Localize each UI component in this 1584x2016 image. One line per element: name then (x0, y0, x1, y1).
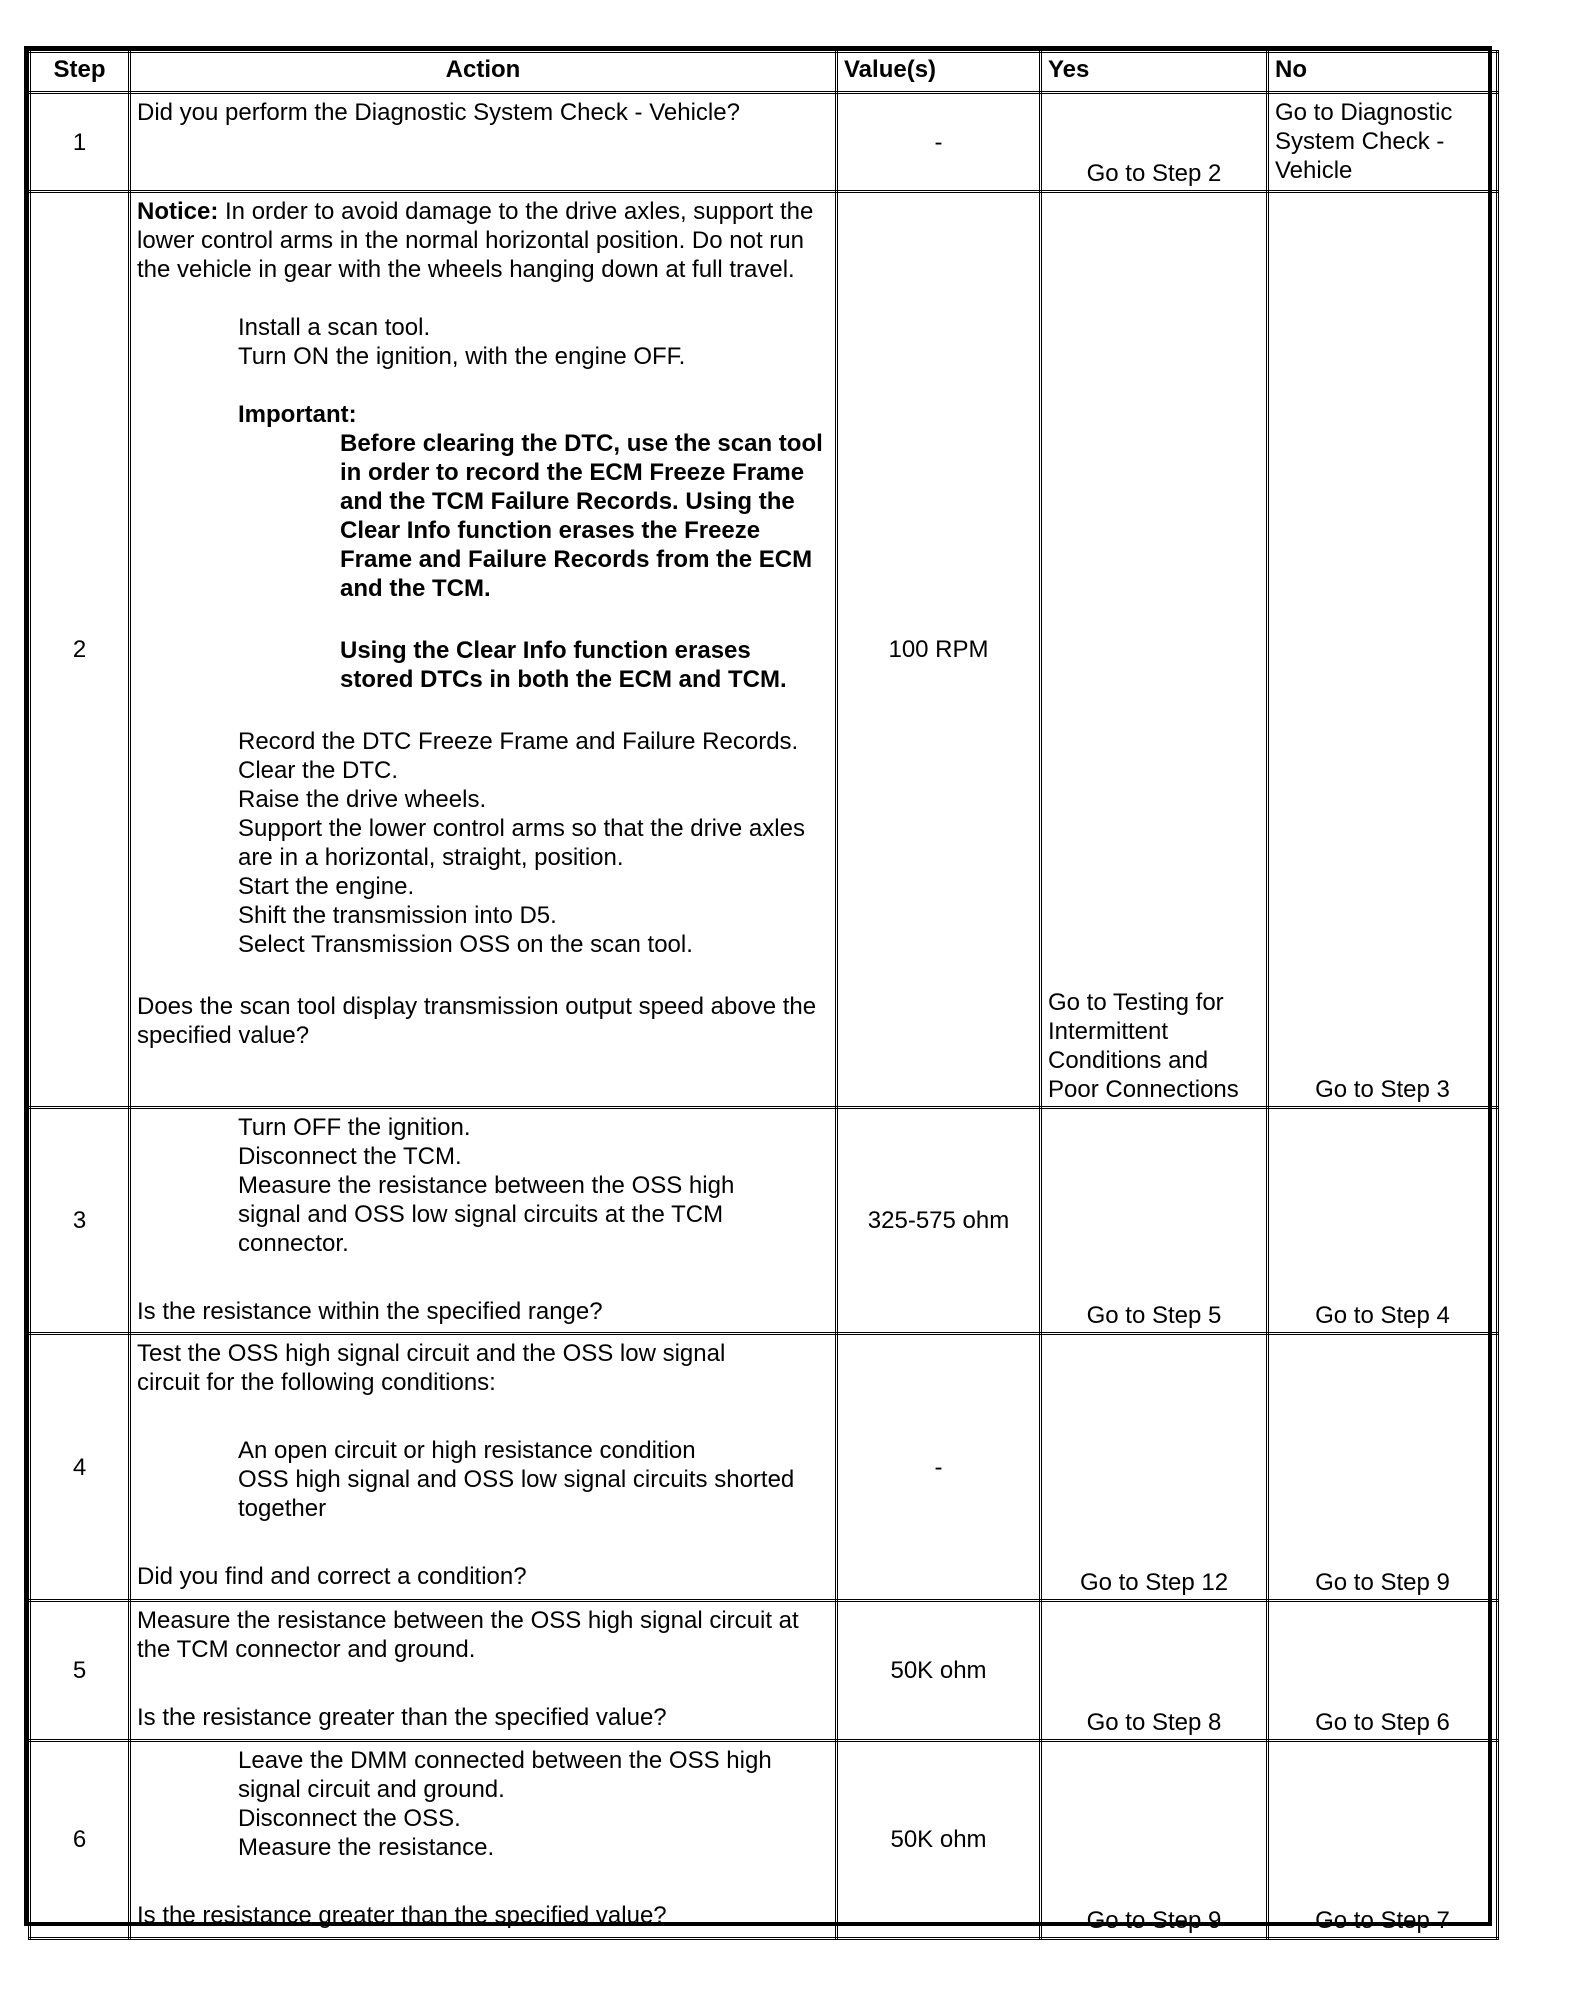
step-line: An open circuit or high resistance condition (238, 1437, 696, 1464)
notice-label: Notice: (137, 198, 219, 225)
table-row (30, 1741, 1498, 1939)
step-line: Clear the DTC. (238, 757, 399, 784)
no-cell: Go to Step 7 (1268, 1741, 1498, 1939)
action-intro: Measure the resistance between the OSS high signal circuit at the TCM connector and ground. (137, 1607, 799, 1663)
step-line: Raise the drive wheels. (238, 786, 487, 813)
value-cell: 100 RPM (837, 192, 1041, 1108)
header-values: Value(s) (837, 52, 1041, 93)
action-cell (130, 1108, 837, 1334)
value-cell: 325-575 ohm (837, 1108, 1041, 1334)
header-no: No (1268, 52, 1498, 93)
header-step: Step (30, 52, 130, 93)
notice-text: In order to avoid damage to the drive axles, support the lower control arms in the normal horizontal position. Do not run the vehicle in gear with the wheels hanging down at full travel. (137, 198, 814, 283)
table-row (30, 1334, 1498, 1601)
header-action: Action (130, 52, 837, 93)
step-line: Start the engine. (238, 873, 415, 900)
action-question: Is the resistance within the specified range? (137, 1298, 603, 1325)
step-line: Select Transmission OSS on the scan tool. (238, 931, 693, 958)
yes-cell: Go to Step 5 (1041, 1108, 1268, 1334)
step-line: Shift the transmission into D5. (238, 902, 557, 929)
action-question: Does the scan tool display transmission output speed above the specified value? (137, 993, 817, 1049)
step-number: 6 (30, 1741, 130, 1939)
no-cell: Go to Step 6 (1268, 1601, 1498, 1741)
step-number: 4 (30, 1334, 130, 1601)
step-line: Leave the DMM connected between the OSS high signal circuit and ground. (238, 1747, 772, 1803)
yes-cell: Go to Step 8 (1041, 1601, 1268, 1741)
header-yes: Yes (1041, 52, 1268, 93)
step-line: Measure the resistance between the OSS high signal and OSS low signal circuits at the TCM connector. (238, 1172, 735, 1257)
yes-cell: Go to Step 2 (1041, 93, 1268, 192)
action-cell (130, 1741, 837, 1939)
action-cell (130, 1334, 837, 1601)
action-cell (130, 93, 837, 192)
no-cell: Go to Step 3 (1268, 192, 1498, 1108)
important-text: Using the Clear Info function erases stored DTCs in both the ECM and TCM. (340, 637, 787, 693)
diagnostic-table (28, 50, 1499, 1940)
step-line: OSS high signal and OSS low signal circuits shorted together (238, 1466, 795, 1522)
notice-paragraph (137, 197, 829, 284)
action-cell (130, 192, 837, 1108)
no-cell: Go to Step 9 (1268, 1334, 1498, 1601)
important-label: Important: (238, 401, 357, 428)
step-line: Measure the resistance. (238, 1834, 495, 1861)
step-line: Turn OFF the ignition. (238, 1114, 471, 1141)
step-number: 3 (30, 1108, 130, 1334)
yes-cell: Go to Testing for Intermittent Conditions and Poor Connections (1041, 192, 1268, 1108)
table-row (30, 192, 1498, 1108)
step-line: Disconnect the OSS. (238, 1805, 461, 1832)
action-question: Did you find and correct a condition? (137, 1563, 527, 1590)
step-line: Support the lower control arms so that the drive axles are in a horizontal, straight, position. (238, 815, 805, 871)
step-line: Record the DTC Freeze Frame and Failure Records. (238, 728, 799, 755)
value-cell: - (837, 1334, 1041, 1601)
no-cell: Go to Diagnostic System Check - Vehicle (1268, 93, 1498, 192)
action-question: Did you perform the Diagnostic System Check - Vehicle? (137, 99, 740, 126)
table-row (30, 1108, 1498, 1334)
important-text: Before clearing the DTC, use the scan tool in order to record the ECM Freeze Frame and the TCM Failure Records. Using the Clear Info function erases the Freeze Frame and Failure Records from the ECM and the TCM. (340, 430, 823, 602)
step-line: Turn ON the ignition, with the engine OFF. (238, 343, 686, 370)
step-number: 2 (30, 192, 130, 1108)
value-cell: 50K ohm (837, 1601, 1041, 1741)
action-cell (130, 1601, 837, 1741)
step-line: Disconnect the TCM. (238, 1143, 462, 1170)
diagnostic-table-frame (24, 46, 1492, 1934)
yes-cell: Go to Step 12 (1041, 1334, 1268, 1601)
step-line: Install a scan tool. (238, 314, 431, 341)
header-row (30, 52, 1498, 93)
value-cell: 50K ohm (837, 1741, 1041, 1939)
action-intro: Test the OSS high signal circuit and the OSS low signal circuit for the following conditions: (137, 1340, 726, 1396)
table-row (30, 93, 1498, 192)
no-cell: Go to Step 4 (1268, 1108, 1498, 1334)
action-question: Is the resistance greater than the specified value? (137, 1902, 667, 1929)
step-number: 1 (30, 93, 130, 192)
step-number: 5 (30, 1601, 130, 1741)
value-cell: - (837, 93, 1041, 192)
action-question: Is the resistance greater than the specified value? (137, 1704, 667, 1731)
yes-cell: Go to Step 9 (1041, 1741, 1268, 1939)
table-row (30, 1601, 1498, 1741)
